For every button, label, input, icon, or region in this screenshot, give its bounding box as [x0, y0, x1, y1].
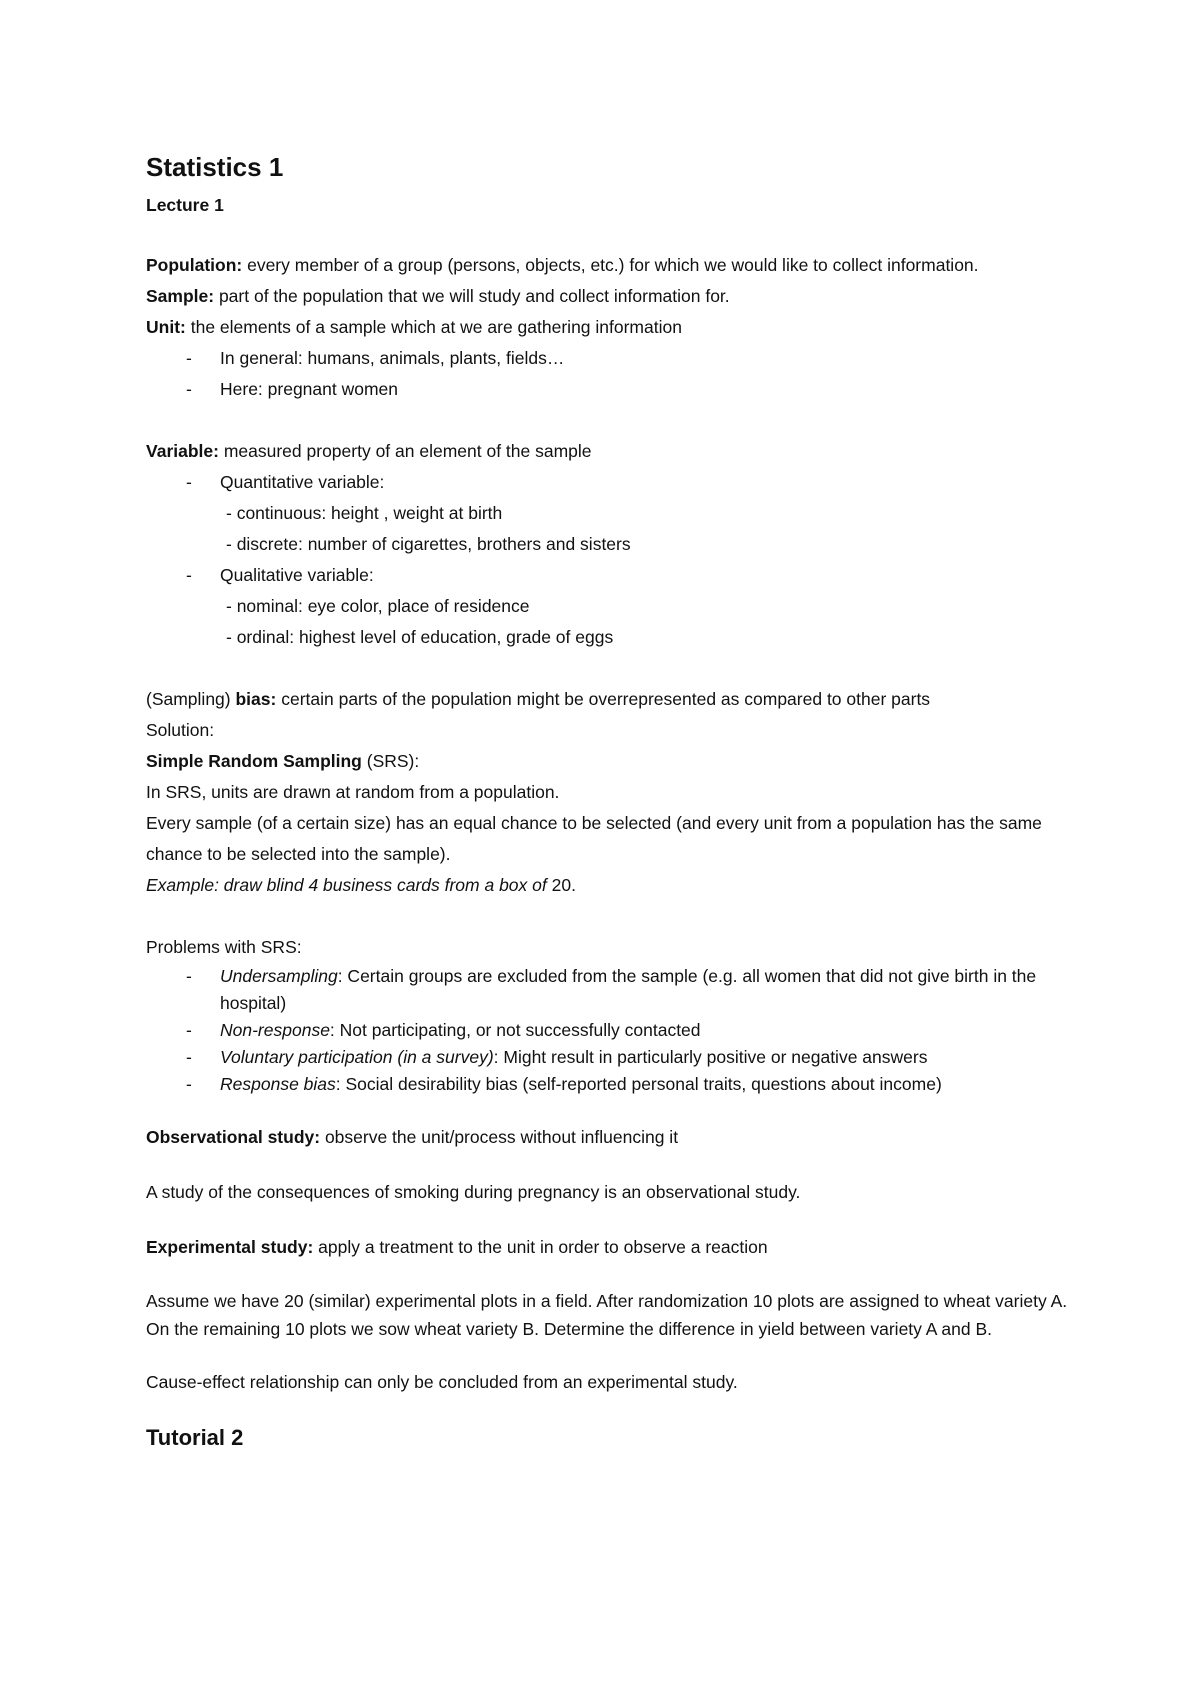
problem-term: Undersampling [220, 966, 338, 986]
observational-example: A study of the consequences of smoking during pregnancy is an observational study. [146, 1182, 801, 1202]
sample-definition [146, 281, 1086, 312]
problems-list [146, 963, 1086, 1098]
list-item: - discrete: number of cigarettes, brothers and sisters [226, 534, 631, 554]
srs-line-1: In SRS, units are drawn at random from a population. [146, 782, 560, 802]
list-item [146, 1017, 1086, 1044]
population-text: every member of a group (persons, objects, etc.) for which we would like to collect information. [242, 255, 979, 275]
srs-example [146, 870, 1086, 901]
experimental-term: Experimental study: [146, 1237, 314, 1257]
list-item: - ordinal: highest level of education, grade of eggs [226, 627, 614, 647]
population-term: Population: [146, 255, 243, 275]
variable-definition [146, 436, 1086, 467]
unit-text: the elements of a sample which at we are gathering information [185, 317, 682, 337]
bias-definition [146, 684, 1086, 715]
experimental-text: apply a treatment to the unit in order to observe a reaction [313, 1237, 768, 1257]
document-title: Statistics 1 [146, 152, 284, 182]
tutorial-heading: Tutorial 2 [146, 1425, 244, 1450]
variable-text: measured property of an element of the sample [218, 441, 592, 461]
quantitative-variable: - Quantitative variable: [146, 467, 1086, 498]
srs-example-italic: Example: draw blind 4 business cards from a box of [146, 875, 552, 895]
observational-term: Observational study: [146, 1127, 321, 1147]
list-item: - In general: humans, animals, plants, fields… [146, 343, 1086, 374]
srs-term: Simple Random Sampling [146, 751, 362, 771]
experimental-conclusion: Cause-effect relationship can only be concluded from an experimental study. [146, 1372, 738, 1392]
unit-definition [146, 312, 1086, 343]
list-item: - Here: pregnant women [146, 374, 1086, 405]
problem-term: Voluntary participation (in a survey) [220, 1047, 494, 1067]
bias-term: bias: [235, 689, 277, 709]
problem-text: : Certain groups are excluded from the sample (e.g. all women that did not give birth in the hospital) [220, 966, 1037, 1013]
document-content [146, 150, 1086, 1454]
experimental-definition [146, 1232, 1086, 1263]
sample-text: part of the population that we will study and collect information for. [214, 286, 730, 306]
variable-term: Variable: [146, 441, 219, 461]
observational-definition [146, 1122, 1086, 1153]
unit-list [146, 343, 1086, 405]
experimental-example: Assume we have 20 (similar) experimental plots in a field. After randomization 10 plots are assigned to wheat variety A. On the remaining 10 plots we sow wheat variety B. Determine the difference in yield between variety A and B. [146, 1291, 1068, 1339]
list-item [146, 1071, 1086, 1098]
list-item [146, 963, 1086, 1017]
observational-text: observe the unit/process without influencing it [320, 1127, 679, 1147]
srs-heading [146, 746, 1086, 777]
unit-term: Unit: [146, 317, 186, 337]
problem-text: : Not participating, or not successfully contacted [329, 1020, 701, 1040]
srs-suffix: (SRS): [361, 751, 420, 771]
srs-line-2: Every sample (of a certain size) has an equal chance to be selected (and every unit from a population has the same chance to be selected into the sample). [146, 813, 1042, 864]
problem-text: : Might result in particularly positive or negative answers [493, 1047, 928, 1067]
sample-term: Sample: [146, 286, 215, 306]
lecture-heading: Lecture 1 [146, 195, 224, 215]
population-definition [146, 250, 1086, 281]
srs-example-end: 20. [551, 875, 576, 895]
list-item [146, 1044, 1086, 1071]
problem-text: : Social desirability bias (self-reported personal traits, questions about income) [335, 1074, 942, 1094]
bias-prefix: (Sampling) [146, 689, 236, 709]
variable-list [146, 467, 1086, 653]
problems-heading: Problems with SRS: [146, 937, 302, 957]
list-item: - continuous: height , weight at birth [226, 503, 503, 523]
problem-term: Response bias [220, 1074, 336, 1094]
list-item: - nominal: eye color, place of residence [226, 596, 530, 616]
solution-label: Solution: [146, 720, 215, 740]
bias-text: certain parts of the population might be overrepresented as compared to other parts [276, 689, 931, 709]
qualitative-variable: - Qualitative variable: [146, 560, 1086, 591]
problem-term: Non-response [220, 1020, 330, 1040]
